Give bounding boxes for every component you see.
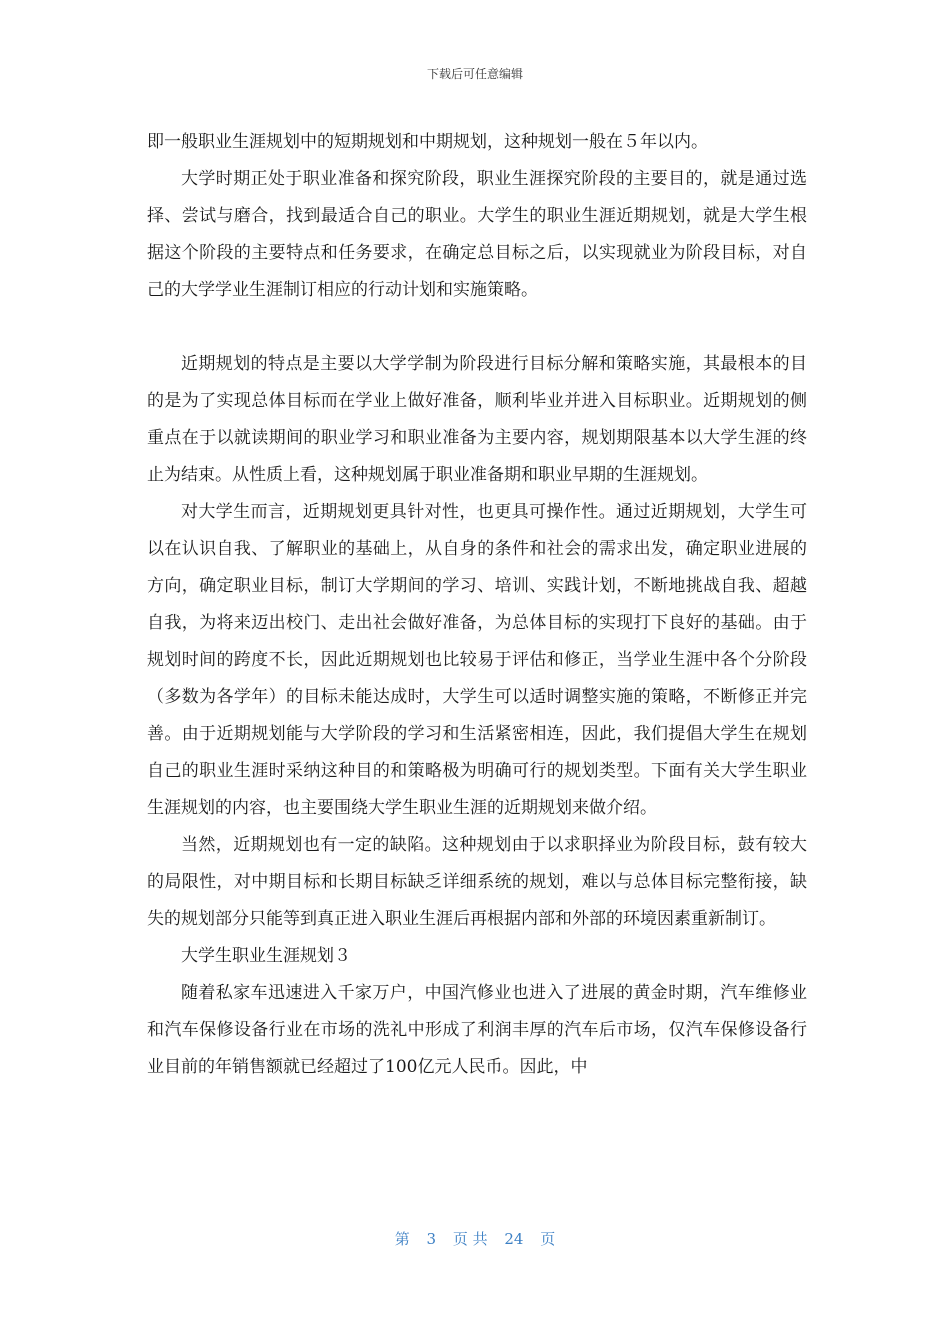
- header-text: 下载后可任意编辑: [426, 67, 523, 81]
- paragraph: 随着私家车迅速进入千家万户，中国汽修业也进入了进展的黄金时期，汽车维修业和汽车保修设备行业在市场的洗礼中形成了利润丰厚的汽车后市场，仅汽车保修设备行业目前的年销售额就已经超过了100亿元人民币。因此，中: [147, 983, 807, 1077]
- footer-pages-word: 页: [540, 1230, 556, 1248]
- page-footer: [0, 1229, 950, 1249]
- section-heading: 大学生职业生涯规划３: [181, 946, 351, 966]
- paragraph: 对大学生而言，近期规划更具针对性，也更具可操作性。通过近期规划，大学生可以在认识自我、了解职业的基础上，从自身的条件和社会的需求出发，确定职业进展的方向，确定职业目标，制订大学期间的学习、培训、实践计划，不断地挑战自我、超越自我，为将来迈出校门、走出社会做好准备，为总体目标的实现打下良好的基础。由于规划时间的跨度不长，因此近期规划也比较易于评估和修正，当学业生涯中各个分阶段（多数为各学年）的目标未能达成时，大学生可以适时调整实施的策略，不断修正并完善。由于近期规划能与大学阶段的学习和生活紧密相连，因此，我们提倡大学生在规划自己的职业生涯时采纳这种目的和策略极为明确可行的规划类型。下面有关大学生职业生涯规划的内容，也主要围绕大学生职业生涯的近期规划来做介绍。: [147, 502, 807, 818]
- document-body: [147, 124, 807, 1086]
- paragraph-continuation: 即一般职业生涯规划中的短期规划和中期规划，这种规划一般在５年以内。: [147, 132, 708, 152]
- footer-page-word: 第: [394, 1230, 410, 1248]
- paragraph: 大学时期正处于职业准备和探究阶段，职业生涯探究阶段的主要目的，就是通过选择、尝试与磨合，找到最适合自己的职业。大学生的职业生涯近期规划，就是大学生根据这个阶段的主要特点和任务要求，在确定总目标之后，以实现就业为阶段目标，对自己的大学学业生涯制订相应的行动计划和实施策略。: [147, 169, 807, 300]
- footer-total-pages: 24: [504, 1230, 524, 1248]
- footer-current-page: 3: [426, 1230, 437, 1248]
- footer-of-word: 页 共: [452, 1230, 488, 1248]
- paragraph: 当然，近期规划也有一定的缺陷。这种规划由于以求职择业为阶段目标，鼓有较大的局限性，对中期目标和长期目标缺乏详细系统的规划，难以与总体目标完整衔接，缺失的规划部分只能等到真正进入职业生涯后再根据内部和外部的环境因素重新制订。: [147, 835, 807, 929]
- page-header: [0, 66, 950, 82]
- paragraph: 近期规划的特点是主要以大学学制为阶段进行目标分解和策略实施，其最根本的目的是为了实现总体目标而在学业上做好准备，顺利毕业并进入目标职业。近期规划的侧重点在于以就读期间的职业学习和职业准备为主要内容，规划期限基本以大学生涯的终止为结束。从性质上看，这种规划属于职业准备期和职业早期的生涯规划。: [147, 354, 807, 485]
